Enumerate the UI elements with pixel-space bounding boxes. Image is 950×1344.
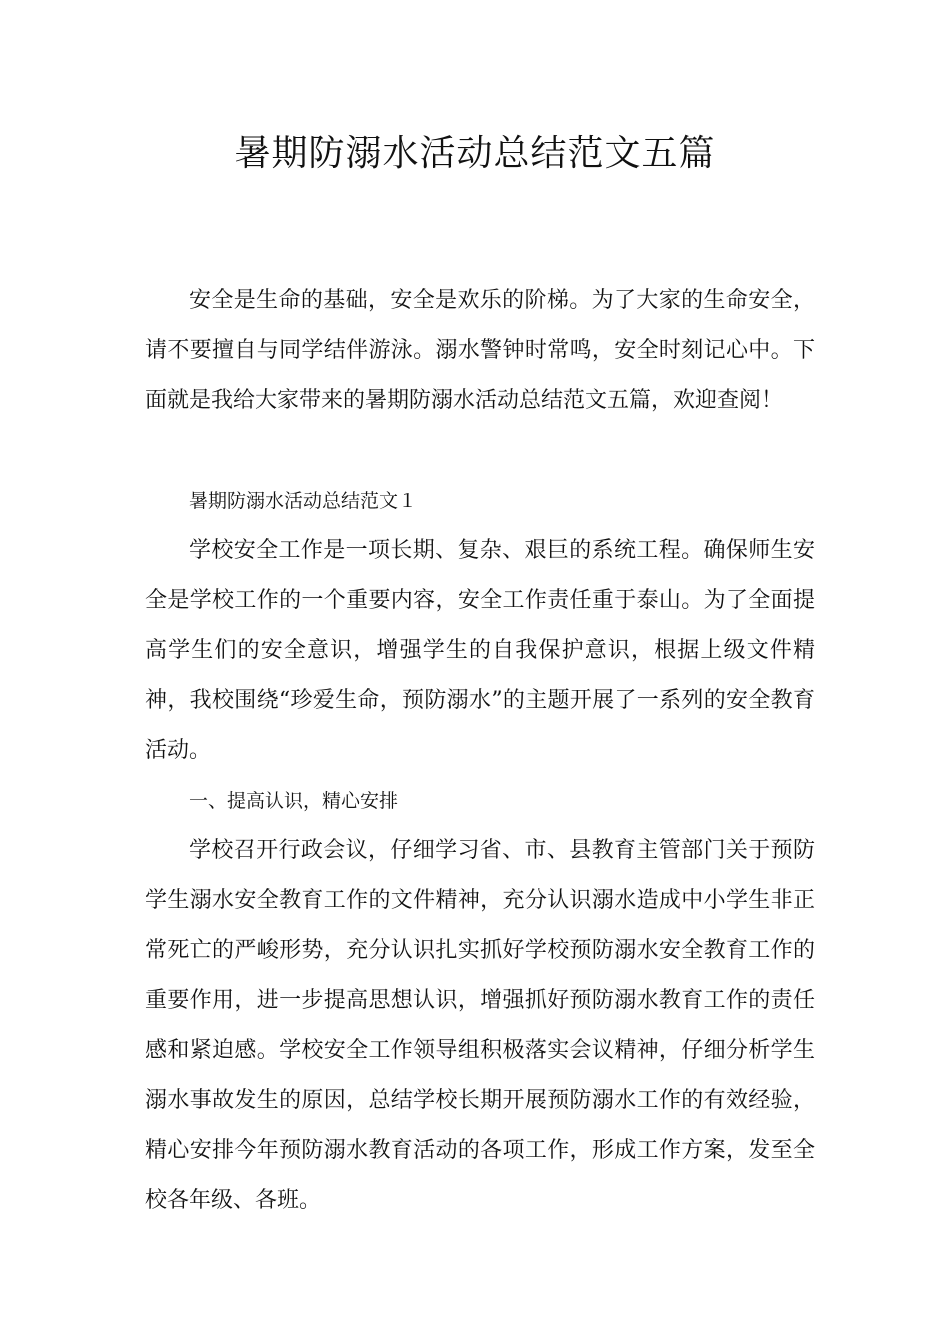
document-title: 暑期防溺水活动总结范文五篇 (234, 133, 716, 174)
subheading-1: 一、提高认识，精心安排 (189, 790, 399, 812)
section-title: 暑期防溺水活动总结范文１ (189, 490, 418, 512)
intro-paragraph: 安全是生命的基础，安全是欢乐的阶梯。为了大家的生命安全，请不要擅自与同学结伴游泳。溺水警钟时常鸣，安全时刻记心中。下面就是我给大家带来的暑期防溺水活动总结范文五篇，欢迎查阅！ (145, 288, 815, 413)
body-paragraph-2: 学校召开行政会议，仔细学习省、市、县教育主管部门关于预防学生溺水安全教育工作的文件精神，充分认识溺水造成中小学生非正常死亡的严峻形势，充分认识扎实抓好学校预防溺水安全教育工作的重要作用，进一步提高思想认识，增强抓好预防溺水教育工作的责任感和紧迫感。学校安全工作领导组积极落实会议精神，仔细分析学生溺水事故发生的原因，总结学校长期开展预防溺水工作的有效经验，精心安排今年预防溺水教育活动的各项工作，形成工作方案，发至全校各年级、各班。 (145, 838, 815, 1213)
body-paragraph-1: 学校安全工作是一项长期、复杂、艰巨的系统工程。确保师生安全是学校工作的一个重要内容，安全工作责任重于泰山。为了全面提高学生们的安全意识，增强学生的自我保护意识，根据上级文件精神，我校围绕“珍爱生命，预防溺水”的主题开展了一系列的安全教育活动。 (145, 538, 815, 763)
